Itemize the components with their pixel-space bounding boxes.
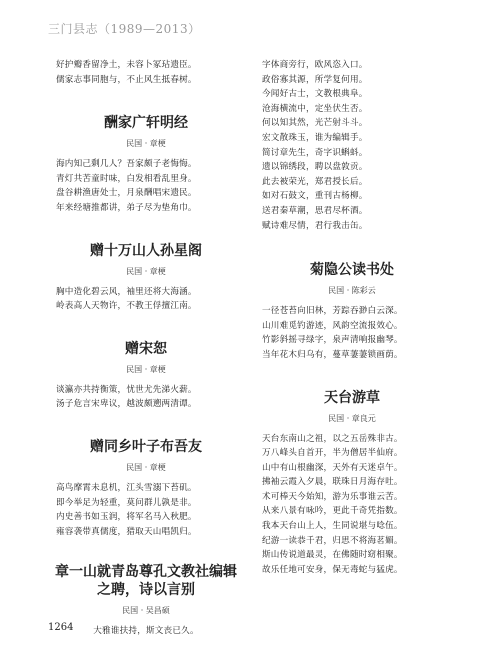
poem-line: 我本天台山上人，生同说堪与唸伍。 — [262, 521, 403, 532]
top-line: 沧海横流中，定坐伏生否。 — [262, 103, 368, 114]
poem-line: 盘谷耕渔唐处士，月泉酬唱宋遗民。 — [56, 188, 197, 199]
poem-line: 雍容袭带真儒度，猎取天山唱凯归。 — [56, 526, 197, 537]
poem-line: 山中有山根幽深，天外有天迷卓午。 — [262, 462, 403, 473]
poem-author: 民国 · 陈彩云 — [328, 286, 376, 296]
poem-author: 民国 · 吴昌硕 — [122, 606, 170, 616]
top-line: 好护瓣香留净土，未容卜冢玷遗臣。 — [56, 60, 197, 70]
poem-line: 拂袖云霞入夕晨，联珠日月海存吐。 — [262, 477, 403, 488]
top-line: 简讨章先生，奇字识蝌蚪。 — [262, 147, 368, 158]
poem-author: 民国 · 章良元 — [328, 413, 376, 423]
poem-line: 大雅谁扶持，斯文丧已久。 — [93, 626, 199, 637]
top-line: 赋诗难尽情，君行我击缶。 — [262, 220, 368, 231]
top-line: 今闻好古士，文教根典阜。 — [262, 89, 368, 100]
right-column — [262, 58, 442, 577]
poem-title: 赠十万山人孙星阁 — [90, 242, 202, 259]
top-line: 儒家志事同胞与，不止风生抵春树。 — [56, 74, 197, 85]
top-line: 送君秦草潮，思君尽杯酒。 — [262, 205, 368, 216]
left-column — [56, 58, 236, 639]
poem-line: 故乐任地可安身，保无毒蛇与猛虎。 — [262, 564, 403, 575]
top-line: 字体商旁行，欧风恣入口。 — [262, 60, 368, 70]
poem-line: 谈瀛亦共持衡策，忧世尤先涕火薪。 — [56, 384, 197, 395]
poem-line: 内史善书如玉润，将军名马入秋肥。 — [56, 512, 197, 523]
poem-line: 海内知己剩几人？吾家颇子老悔悔。 — [56, 159, 197, 170]
poem-line: 术可棒天今始知，游为乐事谁云苦。 — [262, 491, 403, 502]
poem-line: 纪游一读恭千君，归思不将海茗媚。 — [262, 535, 403, 546]
poem-line: 汤子危言宋卑议，越波颇遡两清谭。 — [56, 399, 197, 410]
top-line: 此去被荣光，郑君授长后。 — [262, 176, 368, 187]
poem-line: 年来经塘推都讲，弟子尽为垫角巾。 — [56, 202, 197, 213]
poem-line: 竹影斜摇寻绿字，泉声清响报幽琴。 — [262, 335, 403, 346]
poem-author: 民国 · 章梗 — [126, 364, 166, 374]
poem-line: 一径苍苔向旧林，芳踪吞渺白云深。 — [262, 306, 403, 317]
poem-author: 民国 · 章梗 — [126, 139, 166, 149]
poem-line: 山川难觅钓游迹，风韵空流报效心。 — [262, 320, 403, 331]
top-line: 遗以锦绣段，聘以盘敦贡。 — [262, 162, 368, 173]
poem-line: 即今举足为轻重，莫问群儿孰是非。 — [56, 497, 197, 508]
poem-author: 民国 · 章梗 — [126, 462, 166, 472]
top-line: 宏文散珠玉，谁为编辑手。 — [262, 132, 368, 143]
poem-line: 天台东南山之祖，以之五岳殊非古。 — [262, 433, 403, 444]
poem-line: 胸中造化碧云风，袖里还将大海涵。 — [56, 286, 197, 297]
poem-line: 岭表高人天物许，不教王俘擅江南。 — [56, 301, 197, 312]
poem-author: 民国 · 章梗 — [126, 266, 166, 276]
poem-line: 斯山传说道最灵，在佛随时窈相聚。 — [262, 550, 403, 561]
poem-line: 高鸟摩霄未息机，江头雪溺下苔矶。 — [56, 482, 197, 493]
top-line: 如对石鼓文，重刊古杨柳。 — [262, 191, 368, 202]
page-number: 1264 — [48, 622, 74, 633]
poem-title: 菊隐公读书处 — [310, 262, 394, 279]
poem-line: 青灯共苦童时味，白发相看乱里身。 — [56, 173, 197, 184]
top-line: 何以知其然，光芒射斗斗。 — [262, 118, 368, 129]
poem-line: 万八峰头自首开，半为僧居半仙府。 — [262, 448, 403, 459]
poem-title: 章一山就青岛尊孔文教社编辑之聘，诗以言别 — [55, 564, 237, 599]
page-header: 三门县志（1989—2013） — [48, 22, 201, 36]
poem-title: 赠宋恕 — [125, 340, 167, 357]
top-line: 政俗寡其源，所学复何用。 — [262, 74, 368, 85]
poem-title: 赠同乡叶子布吾友 — [90, 438, 202, 455]
poem-line: 当年花木归乌有，蔓草萋萋锁画荫。 — [262, 349, 403, 360]
poem-title: 酬家广轩明经 — [104, 115, 188, 132]
poem-title: 天台游草 — [324, 389, 380, 406]
poem-line: 从来八景有咏吟，更此千奇凭指数。 — [262, 506, 403, 517]
